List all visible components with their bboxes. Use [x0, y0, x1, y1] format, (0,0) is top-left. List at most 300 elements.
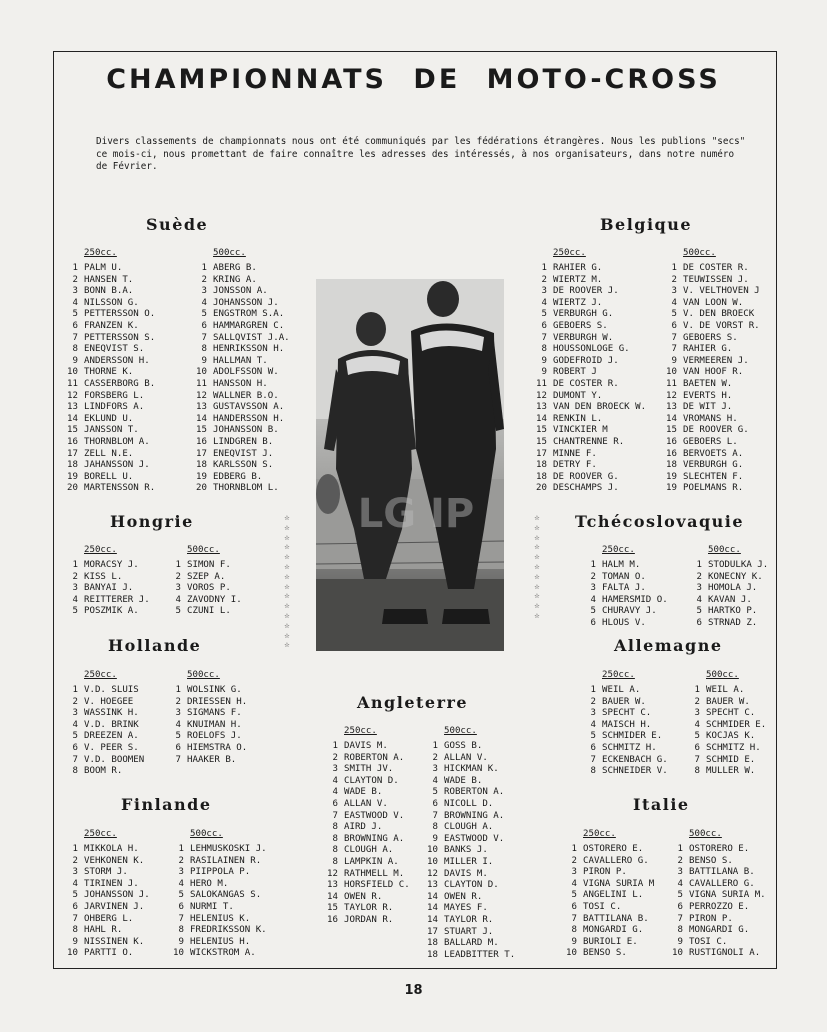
rank-number: 18 — [427, 949, 438, 960]
ranking-row — [661, 460, 760, 472]
ranking-row — [561, 856, 654, 868]
rider-name: BATTILANA B. — [689, 867, 755, 878]
rank-number: 3 — [571, 867, 577, 878]
ranking-row — [165, 583, 242, 595]
rank-number: 7 — [590, 754, 596, 765]
rank-number: 1 — [694, 685, 700, 695]
rank-number: 20 — [67, 483, 78, 494]
ranking-row — [165, 708, 247, 720]
ranking-row — [686, 595, 768, 607]
rank-number: 10 — [666, 367, 677, 378]
ranking-row — [422, 787, 515, 799]
rider-name: KARLSSON S. — [213, 460, 274, 471]
rank-number: 7 — [432, 810, 438, 821]
ranking-row — [62, 437, 155, 449]
ranking-row — [580, 697, 668, 709]
rank-number: 3 — [178, 867, 184, 878]
country-title-italie: Italie — [633, 795, 690, 814]
ranking-row — [62, 583, 150, 595]
ranking-row — [191, 275, 290, 287]
star-divider-left — [281, 514, 293, 651]
rank-number: 14 — [427, 903, 438, 914]
ranking-row — [667, 914, 766, 926]
rider-name: SALOKANGAS S. — [190, 890, 262, 901]
rank-number: 19 — [67, 471, 78, 482]
ranking-row — [165, 572, 242, 584]
rider-name: JOHANSSON J. — [84, 890, 150, 901]
ranking-row — [322, 741, 410, 753]
page-title: CHAMPIONNATS DE MOTO-CROSS — [106, 64, 721, 95]
rider-name: KNUIMAN H. — [187, 719, 242, 730]
rider-name: TIRINEN J. — [84, 878, 139, 889]
ranking-row — [62, 298, 155, 310]
rank-number: 5 — [175, 731, 181, 742]
ranking-row — [667, 937, 766, 949]
ranking-row — [322, 776, 410, 788]
rank-number: 6 — [590, 742, 596, 753]
rider-name: BALLARD M. — [444, 938, 499, 949]
rank-number: 15 — [196, 425, 207, 436]
rider-name: EASTWOOD V. — [444, 833, 505, 844]
rider-name: STRNAD Z. — [708, 617, 758, 628]
ranking-row — [168, 879, 267, 891]
ranking-row — [62, 321, 155, 333]
ranking-row — [191, 483, 290, 495]
rider-name: JONSSON A. — [213, 286, 268, 297]
rank-number: 18 — [666, 460, 677, 471]
ranking-row — [191, 391, 290, 403]
rank-number: 17 — [67, 448, 78, 459]
rider-name: KAVAN J. — [708, 594, 752, 605]
rider-name: MINNE F. — [553, 448, 597, 459]
rider-name: RUSTIGNOLI A. — [689, 948, 761, 959]
rider-name: MORACSY J. — [84, 560, 139, 570]
rider-name: ROBERTON A. — [344, 752, 405, 763]
rank-number: 7 — [201, 332, 207, 343]
rank-number: 8 — [541, 344, 547, 355]
star-icon: ☆ — [284, 640, 290, 651]
rider-name: HALM M. — [602, 560, 641, 570]
rank-number: 1 — [671, 263, 677, 273]
rank-number: 9 — [541, 355, 547, 366]
ranking-row — [322, 869, 410, 881]
rank-number: 8 — [201, 344, 207, 355]
rank-number: 3 — [332, 764, 338, 775]
ranking-row — [661, 391, 760, 403]
rider-name: OWEN R. — [444, 891, 483, 902]
rider-name: SCHMITZ H. — [706, 742, 761, 753]
rider-name: DETRY F. — [553, 460, 597, 471]
rider-name: TEUWISSEN J. — [683, 274, 749, 285]
rider-name: VERBURGH W. — [553, 332, 614, 343]
rider-name: HELENIUS H. — [190, 936, 251, 947]
star-icon: ☆ — [284, 630, 290, 641]
rank-number: 6 — [332, 798, 338, 809]
rank-number: 11 — [67, 378, 78, 389]
star-icon: ☆ — [534, 532, 540, 543]
rider-name: GEBOERS L. — [683, 436, 738, 447]
ranking-row — [531, 460, 646, 472]
rank-number: 9 — [432, 833, 438, 844]
ranking-row — [561, 879, 654, 891]
rider-name: AIRD J. — [344, 822, 383, 833]
class-header-500cc: 500cc. — [683, 248, 716, 258]
rank-number: 7 — [677, 913, 683, 924]
rank-number: 5 — [696, 606, 702, 617]
ranking-row — [531, 379, 646, 391]
rank-number: 3 — [694, 708, 700, 719]
ranking-row — [561, 890, 654, 902]
rider-name: CZUNI L. — [187, 606, 231, 617]
ranking-row — [168, 844, 267, 856]
ranking-row — [422, 764, 515, 776]
rider-name: DESCHAMPS J. — [553, 483, 619, 494]
star-icon: ☆ — [534, 601, 540, 612]
rider-name: CLOUGH A. — [344, 845, 394, 856]
rank-number: 5 — [541, 309, 547, 320]
rank-number: 8 — [694, 766, 700, 777]
ranking-row — [422, 903, 515, 915]
ranking-row — [531, 321, 646, 333]
rank-number: 1 — [590, 560, 596, 570]
rider-name: CHURAVY J. — [602, 606, 657, 617]
rank-number: 2 — [432, 752, 438, 763]
rank-number: 4 — [72, 297, 78, 308]
rank-number: 1 — [696, 560, 702, 570]
rider-name: V. DEN BROECK — [683, 309, 755, 320]
rider-name: V. DE VORST R. — [683, 320, 760, 331]
ranking-row — [684, 766, 766, 778]
rank-number: 18 — [196, 460, 207, 471]
rider-name: ABERG B. — [213, 263, 257, 273]
rider-name: V.D. SLUIS — [84, 685, 139, 695]
rank-number: 3 — [696, 583, 702, 594]
rank-number: 11 — [666, 378, 677, 389]
rank-number: 3 — [175, 583, 181, 594]
rank-number: 14 — [666, 413, 677, 424]
rider-name: EVERTS H. — [683, 390, 733, 401]
rank-number: 4 — [694, 719, 700, 730]
rider-name: BERVOETS A. — [683, 448, 744, 459]
ranking-row — [165, 755, 247, 767]
rider-name: JORDAN R. — [344, 914, 394, 925]
rider-name: ENEQVIST J. — [213, 448, 274, 459]
rider-name: ANDERSSON H. — [84, 355, 150, 366]
ranking-row — [531, 367, 646, 379]
ranking-row — [684, 743, 766, 755]
rank-number: 5 — [72, 731, 78, 742]
ranking-row — [168, 948, 267, 960]
rider-name: RAHIER G. — [553, 263, 603, 273]
rider-name: SCHNEIDER V. — [602, 766, 668, 777]
rider-name: ROBERT J — [553, 367, 597, 378]
rider-name: CASSERBORG B. — [84, 378, 156, 389]
star-icon: ☆ — [284, 620, 290, 631]
star-icon: ☆ — [534, 542, 540, 553]
star-divider-right — [531, 514, 543, 622]
ranking-row — [322, 764, 410, 776]
ranking-row — [661, 309, 760, 321]
rider-name: GOSS B. — [444, 741, 483, 751]
ranking-row — [580, 618, 668, 630]
star-icon: ☆ — [534, 522, 540, 533]
ranking-row — [191, 402, 290, 414]
rank-number: 1 — [72, 263, 78, 273]
ranking-row — [322, 880, 410, 892]
rank-number: 20 — [196, 483, 207, 494]
rider-name: MAISCH H. — [602, 719, 652, 730]
rank-number: 14 — [67, 413, 78, 424]
rider-name: BONN B.A. — [84, 286, 134, 297]
rider-name: ECKENBACH G. — [602, 754, 668, 765]
ranking-row — [561, 914, 654, 926]
ranking-row — [667, 902, 766, 914]
rider-name: POSZMIK A. — [84, 606, 139, 617]
rider-name: HOMOLA J. — [708, 583, 758, 594]
rider-name: HORSFIELD C. — [344, 880, 410, 891]
ranking-row — [580, 755, 668, 767]
ranking-row — [62, 697, 144, 709]
rank-number: 9 — [571, 936, 577, 947]
riders-illustration — [316, 279, 504, 651]
ranking-row — [168, 890, 267, 902]
rider-name: DE WIT J. — [683, 402, 733, 413]
ranking-row — [661, 449, 760, 461]
rider-name: GEBOERS S. — [553, 320, 608, 331]
country-title-finlande: Finlande — [121, 795, 212, 814]
rank-number: 16 — [67, 436, 78, 447]
rider-name: WADE B. — [344, 787, 383, 798]
rank-number: 8 — [178, 925, 184, 936]
rank-number: 5 — [72, 890, 78, 901]
rank-number: 4 — [671, 297, 677, 308]
rank-number: 4 — [590, 719, 596, 730]
rank-number: 2 — [694, 696, 700, 707]
rank-number: 7 — [175, 754, 181, 765]
rank-number: 2 — [175, 571, 181, 582]
rider-name: EDBERG B. — [213, 471, 263, 482]
ranking-row — [191, 449, 290, 461]
rider-name: KRING A. — [213, 274, 257, 285]
rider-name: OHBERG L. — [84, 913, 134, 924]
rank-number: 3 — [72, 286, 78, 297]
rank-number: 5 — [671, 309, 677, 320]
rank-number: 8 — [590, 766, 596, 777]
rider-name: WEIL A. — [706, 685, 745, 695]
rider-name: HLOUS V. — [602, 617, 646, 628]
rider-name: SLECHTEN F. — [683, 471, 744, 482]
rider-name: JOHANSSON J. — [213, 297, 279, 308]
rank-number: 6 — [541, 320, 547, 331]
rider-name: STODULKA J. — [708, 560, 769, 570]
star-icon: ☆ — [284, 522, 290, 533]
rider-name: HELENIUS K. — [190, 913, 251, 924]
star-icon: ☆ — [284, 561, 290, 572]
rider-name: ZELL N.E. — [84, 448, 134, 459]
photo-watermark: LG IP — [357, 491, 475, 537]
ranking-row — [686, 572, 768, 584]
rank-number: 2 — [175, 696, 181, 707]
rider-name: WICKSTROM A. — [190, 948, 256, 959]
rider-name: VOROS P. — [187, 583, 231, 594]
ranking-row — [62, 472, 155, 484]
rider-name: SZEP A. — [187, 571, 226, 582]
rank-number: 10 — [427, 845, 438, 856]
rank-number: 9 — [178, 936, 184, 947]
rider-name: OWEN R. — [344, 891, 383, 902]
ranking-row — [422, 822, 515, 834]
ranking-row — [62, 856, 150, 868]
rider-name: WADE B. — [444, 775, 483, 786]
ranking-row — [422, 834, 515, 846]
ranking-row — [684, 731, 766, 743]
rider-name: WIERTZ M. — [553, 274, 603, 285]
star-icon: ☆ — [534, 561, 540, 572]
rider-name: V.D. BRINK — [84, 719, 139, 730]
ranking-row — [168, 856, 267, 868]
rank-number: 2 — [541, 274, 547, 285]
ranking-row — [62, 925, 150, 937]
class-header-250cc: 250cc. — [553, 248, 586, 258]
ranking-row — [561, 902, 654, 914]
rank-number: 7 — [72, 913, 78, 924]
rank-number: 7 — [72, 754, 78, 765]
ranking-row — [191, 367, 290, 379]
rank-number: 2 — [590, 571, 596, 582]
rider-name: EKLUND U. — [84, 413, 134, 424]
rank-number: 7 — [671, 332, 677, 343]
rank-number: 6 — [696, 617, 702, 628]
riders-photo — [316, 279, 504, 651]
ranking-row — [62, 414, 155, 426]
rank-number: 7 — [694, 754, 700, 765]
ranking-row — [580, 708, 668, 720]
rank-number: 1 — [677, 844, 683, 854]
ranking-row — [580, 766, 668, 778]
rider-name: NICOLL D. — [444, 798, 494, 809]
ranking-row — [684, 685, 766, 697]
rank-number: 4 — [677, 878, 683, 889]
ranking-row — [531, 344, 646, 356]
rank-number: 3 — [72, 708, 78, 719]
rank-number: 7 — [541, 332, 547, 343]
rank-number: 8 — [571, 925, 577, 936]
rank-number: 13 — [536, 402, 547, 413]
ranking-row — [168, 937, 267, 949]
rider-name: CAVALLERO G. — [689, 878, 755, 889]
rank-number: 13 — [67, 402, 78, 413]
rank-number: 12 — [327, 868, 338, 879]
page-number: 18 — [404, 983, 423, 998]
rank-number: 13 — [327, 880, 338, 891]
rider-name: THORNE K. — [84, 367, 134, 378]
ranking-row — [191, 414, 290, 426]
country-title-belgique: Belgique — [600, 215, 693, 234]
ranking-row — [667, 844, 766, 856]
rank-number: 3 — [72, 583, 78, 594]
ranking-row — [422, 892, 515, 904]
ranking-row — [165, 595, 242, 607]
rider-name: V. PEER S. — [84, 742, 139, 753]
rank-number: 17 — [536, 448, 547, 459]
rank-number: 3 — [590, 583, 596, 594]
ranking-row — [322, 892, 410, 904]
ranking-row — [661, 356, 760, 368]
ranking-row — [62, 309, 155, 321]
rider-name: HOUSSONLOGE G. — [553, 344, 630, 355]
ranking-row — [62, 391, 155, 403]
rider-name: BOOM R. — [84, 766, 123, 777]
class-header-500cc: 500cc. — [689, 829, 722, 839]
ranking-row — [422, 845, 515, 857]
rider-name: HAMMARGREN C. — [213, 320, 285, 331]
rank-number: 9 — [201, 355, 207, 366]
rider-name: HIEMSTRA O. — [187, 742, 248, 753]
rider-name: OSTORERO E. — [583, 844, 644, 854]
rank-number: 6 — [694, 742, 700, 753]
ranking-row — [168, 925, 267, 937]
ranking-row — [661, 414, 760, 426]
rank-number: 3 — [175, 708, 181, 719]
ranking-row — [62, 367, 155, 379]
rank-number: 15 — [536, 425, 547, 436]
class-header-500cc: 500cc. — [213, 248, 246, 258]
rank-number: 13 — [427, 880, 438, 891]
rider-name: ENGSTROM S.A. — [213, 309, 285, 320]
ranking-row — [165, 731, 247, 743]
rider-name: CLAYTON D. — [444, 880, 499, 891]
rider-name: VAN DEN BROECK W. — [553, 402, 647, 413]
rider-name: GUSTAVSSON A. — [213, 402, 285, 413]
ranking-row — [661, 263, 760, 275]
ranking-row — [561, 925, 654, 937]
rider-name: TOSI C. — [583, 901, 622, 912]
rider-name: BANYAI J. — [84, 583, 134, 594]
ranking-row — [561, 844, 654, 856]
rank-number: 12 — [427, 868, 438, 879]
rank-number: 8 — [677, 925, 683, 936]
rank-number: 4 — [432, 775, 438, 786]
rider-name: DRIESSEN H. — [187, 696, 248, 707]
rider-name: DE COSTER R. — [683, 263, 749, 273]
rank-number: 1 — [72, 844, 78, 854]
ranking-row — [580, 572, 668, 584]
rider-name: VEHKONEN K. — [84, 855, 145, 866]
rank-number: 16 — [327, 914, 338, 925]
class-header-250cc: 250cc. — [602, 670, 635, 680]
rank-number: 5 — [72, 309, 78, 320]
rank-number: 9 — [72, 355, 78, 366]
star-icon: ☆ — [284, 532, 290, 543]
rank-number: 10 — [427, 856, 438, 867]
rank-number: 17 — [427, 926, 438, 937]
rider-name: V. VELTHOVEN J — [683, 286, 760, 297]
rank-number: 19 — [666, 471, 677, 482]
ranking-row — [62, 890, 150, 902]
rider-name: PERROZZO E. — [689, 901, 750, 912]
ranking-row — [561, 948, 654, 960]
rider-name: BAUER W. — [706, 696, 750, 707]
ranking-row — [62, 560, 150, 572]
rank-number: 1 — [201, 263, 207, 273]
country-title-hollande: Hollande — [108, 636, 202, 655]
ranking-row — [191, 472, 290, 484]
rider-name: ADOLFSSON W. — [213, 367, 279, 378]
ranking-row — [322, 811, 410, 823]
rider-name: MULLER W. — [706, 766, 756, 777]
ranking-row — [62, 937, 150, 949]
class-header-500cc: 500cc. — [708, 545, 741, 555]
